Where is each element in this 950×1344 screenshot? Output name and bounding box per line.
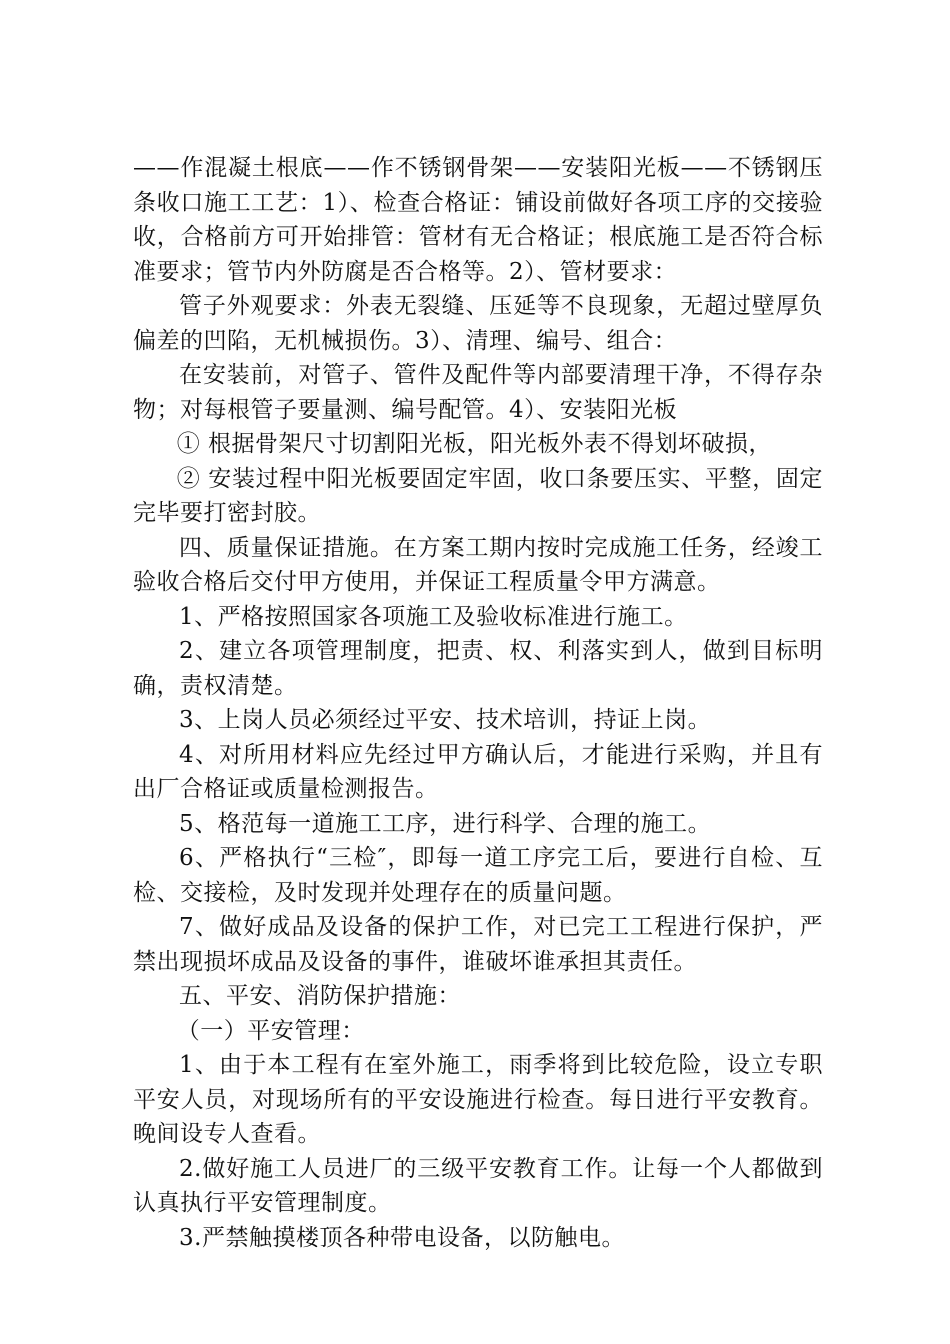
subsection-heading-safety-management: （一）平安管理： (176, 1017, 365, 1044)
document-body (133, 151, 823, 1255)
paragraph-cut-panels: ① 根据骨架尺寸切割阳光板，阳光板外表不得划坏破损， (176, 431, 772, 457)
list-item-quality-4: 4、对所用材料应先经过甲方确认后，才能进行采购，并且有出厂合格证或质量检测报告。 (133, 741, 823, 802)
list-item-safety-3: 3.严禁触摸楼顶各种带电设备，以防触电。 (179, 1224, 625, 1251)
paragraph-pre-install-cleaning: 在安装前，对管子、管件及配件等内部要清理干净，不得存杂物；对每根管子要量测、编号配管。4）、安装阳光板 (133, 362, 823, 423)
list-item-quality-1: 1、严格按照国家各项施工及验收标准进行施工。 (179, 603, 688, 630)
list-item-quality-6: 6、严格执行“三检″，即每一道工序完工后，要进行自检、互检、交接检，及时发现并处理存在的质量问题。 (133, 845, 823, 906)
list-item-quality-2: 2、建立各项管理制度，把责、权、利落实到人，做到目标明确，责权清楚。 (133, 638, 823, 699)
list-item-safety-2: 2.做好施工人员进厂的三级平安教育工作。让每一个人都做到认真执行平安管理制度。 (133, 1155, 823, 1216)
list-item-quality-5: 5、格范每一道施工工序，进行科学、合理的施工。 (179, 810, 712, 837)
paragraph-quality-heading: 四、质量保证措施。在方案工期内按时完成施工任务，经竣工验收合格后交付甲方使用，并保证工程质量令甲方满意。 (133, 534, 823, 595)
paragraph-process-steps: ——作混凝土根底——作不锈钢骨架——安装阳光板——不锈钢压条收口施工工艺：1）、检查合格证：铺设前做好各项工序的交接验收，合格前方可开始排管：管材有无合格证；根底施工是否符合标准要求；管节内外防腐是否合格等。2）、管材要求： (133, 155, 823, 285)
section-heading-safety: 五、平安、消防保护措施： (179, 983, 461, 1009)
list-item-safety-1: 1、由于本工程有在室外施工，雨季将到比较危险，设立专职平安人员，对现场所有的平安设施进行检查。每日进行平安教育。晚间设专人查看。 (133, 1052, 823, 1147)
paragraph-pipe-appearance: 管子外观要求：外表无裂缝、压延等不良现象，无超过壁厚负偏差的凹陷，无机械损伤。3）、清理、编号、组合： (133, 293, 823, 354)
paragraph-fix-panels: ② 安装过程中阳光板要固定牢固，收口条要压实、平整，固定完毕要打密封胶。 (133, 465, 823, 526)
list-item-quality-7: 7、做好成品及设备的保护工作，对已完工工程进行保护，严禁出现损坏成品及设备的事件，谁破坏谁承担其责任。 (133, 914, 823, 975)
list-item-quality-3: 3、上岗人员必须经过平安、技术培训，持证上岗。 (179, 707, 712, 733)
